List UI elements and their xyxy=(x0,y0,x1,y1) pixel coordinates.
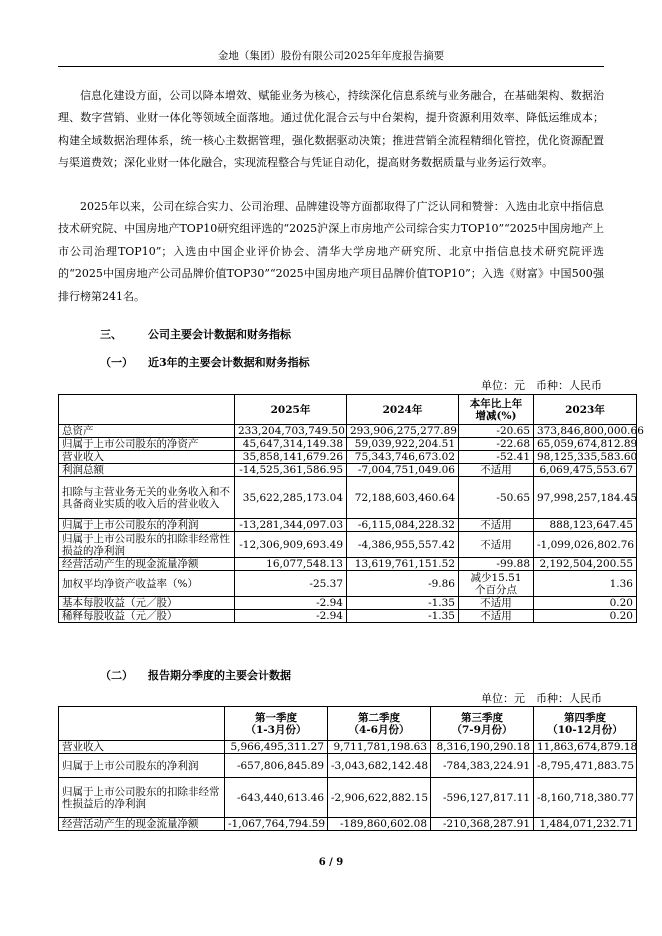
row-label: 归属于上市公司股东的净利润 xyxy=(59,519,235,532)
annual-financial-table xyxy=(58,394,644,623)
table-cell: -596,127,817.11 xyxy=(431,778,534,818)
header-cell: 第一季度 （1-3月份） xyxy=(225,707,328,741)
table-cell: 13,619,761,151.52 xyxy=(347,558,459,571)
table-row xyxy=(59,532,637,558)
table-row xyxy=(59,464,637,477)
row-label: 利润总额 xyxy=(59,464,235,477)
row-label: 经营活动产生的现金流量净额 xyxy=(59,558,235,571)
table-row xyxy=(59,519,637,532)
table-cell: 72,188,603,460.64 xyxy=(347,477,459,519)
table-cell: -210,368,287.91 xyxy=(431,818,534,831)
table-cell: -3,043,682,142.48 xyxy=(328,754,431,778)
table-cell: -50.65 xyxy=(459,477,534,519)
table-cell: -6,115,084,228.32 xyxy=(347,519,459,532)
table-cell: 不适用 xyxy=(459,597,534,610)
row-label: 稀释每股收益（元／股） xyxy=(59,610,235,623)
table-cell: 0.20 xyxy=(534,597,637,610)
header-cell xyxy=(59,707,225,741)
table-cell: 35,858,141,679.26 xyxy=(235,451,347,464)
table-row xyxy=(59,818,637,831)
table-cell: -20.65 xyxy=(459,425,534,438)
section-number: 三、 xyxy=(100,328,122,341)
table-cell: -1.35 xyxy=(347,610,459,623)
subsection-1-title: 近3年的主要会计数据和财务指标 xyxy=(148,356,310,369)
table-cell: 97,998,257,184.45 xyxy=(534,477,637,519)
row-label: 归属于上市公司股东的净资产 xyxy=(59,438,235,451)
header-cell: 2023年 xyxy=(534,395,637,425)
table-cell: 9,711,781,198.63 xyxy=(328,741,431,754)
table-cell: 16,077,548.13 xyxy=(235,558,347,571)
table-row xyxy=(59,558,637,571)
row-label: 总资产 xyxy=(59,425,235,438)
table-row xyxy=(59,571,637,597)
table-cell: 888,123,647.45 xyxy=(534,519,637,532)
table-cell: 75,343,746,673.02 xyxy=(347,451,459,464)
table-cell: 45,647,314,149.38 xyxy=(235,438,347,451)
row-label: 基本每股收益（元／股） xyxy=(59,597,235,610)
row-label: 归属于上市公司股东的净利润 xyxy=(59,754,225,778)
table-cell: 不适用 xyxy=(459,519,534,532)
header-cell xyxy=(59,395,235,425)
table-cell: 不适用 xyxy=(459,464,534,477)
section-title: 公司主要会计数据和财务指标 xyxy=(148,328,291,341)
unit-label-1: 单位：元 币种：人民币 xyxy=(481,379,602,392)
table-row xyxy=(59,451,637,464)
table-cell: 233,204,703,749.50 xyxy=(235,425,347,438)
table-row xyxy=(59,778,637,818)
subsection-2-title: 报告期分季度的主要会计数据 xyxy=(148,669,291,682)
table-cell: 293,906,275,277.89 xyxy=(347,425,459,438)
table-cell: 35,622,285,173.04 xyxy=(235,477,347,519)
table-cell: -25.37 xyxy=(235,571,347,597)
unit-label-2: 单位：元 币种：人民币 xyxy=(481,692,602,705)
row-label: 归属于上市公司股东的扣除非经常性损益的净利润 xyxy=(59,532,235,558)
quarterly-data-table xyxy=(58,706,637,831)
table-cell: -8,160,718,380.77 xyxy=(534,778,637,818)
table-cell: -22.68 xyxy=(459,438,534,451)
table-cell: 65,059,674,812.89 xyxy=(534,438,637,451)
table-cell: -1,067,764,794.59 xyxy=(225,818,328,831)
table-cell: 8,316,190,290.18 xyxy=(431,741,534,754)
table-cell: 11,863,674,879.18 xyxy=(534,741,637,754)
table-cell: 1,484,071,232.71 xyxy=(534,818,637,831)
table-cell: 373,846,800,000.66 xyxy=(534,425,637,438)
row-label: 营业收入 xyxy=(59,741,225,754)
row-label: 营业收入 xyxy=(59,451,235,464)
table-cell: -9.86 xyxy=(347,571,459,597)
paragraph-informatization: 信息化建设方面，公司以降本增效、赋能业务为核心，持续深化信息系统与业务融合，在基础架构、数据治理、数字营销、业财一体化等领域全面落地。通过优化混合云与中台架构，提升资源利用效率、降低运维成本；构建全域数据治理体系，统一核心主数据管理，强化数据驱动决策；推进营销全流程精细化管控，优化资源配置与渠道费效；深化业财一体化融合，实现流程整合与凭证自动化，提高财务数据质量与业务运行效率。 xyxy=(58,89,604,170)
table-cell: 2,192,504,200.55 xyxy=(534,558,637,571)
header-cell: 本年比上年 增减(%) xyxy=(459,395,534,425)
row-label: 加权平均净资产收益率（%） xyxy=(59,571,235,597)
subsection-2-number: （二） xyxy=(100,669,133,682)
table-row xyxy=(59,477,637,519)
paragraph-awards: 2025年以来，公司在综合实力、公司治理、品牌建设等方面都取得了广泛认同和赞誉：入选由北京中指信息技术研究院、中国房地产TOP10研究组评选的“2025沪深上市房地产公司综合实力TOP10”“2025中国房地产上市公司治理TOP10”；入选由中国企业评价协会、清华大学房地产研究所、北京中指信息技术研究院评选的“2025中国房地产公司品牌价值TOP30”“2025中国房地产项目品牌价值TOP10”；入选《财富》中国500强排行榜第241名。 xyxy=(58,200,604,303)
table-cell: -14,525,361,586.95 xyxy=(235,464,347,477)
table-cell: 59,039,922,204.51 xyxy=(347,438,459,451)
table-cell: -13,281,344,097.03 xyxy=(235,519,347,532)
table-header-row xyxy=(59,707,637,741)
table-header-row xyxy=(59,395,637,425)
table-cell: 减少15.51 个百分点 xyxy=(459,571,534,597)
table-cell: -784,383,224.91 xyxy=(431,754,534,778)
table-cell: 5,966,495,311.27 xyxy=(225,741,328,754)
table-cell: -1.35 xyxy=(347,597,459,610)
table-cell: 不适用 xyxy=(459,610,534,623)
table-cell: -4,386,955,557.42 xyxy=(347,532,459,558)
table-cell: -7,004,751,049.06 xyxy=(347,464,459,477)
table-row xyxy=(59,438,637,451)
table-cell: 1.36 xyxy=(534,571,637,597)
table-cell: 6,069,475,553.67 xyxy=(534,464,637,477)
table-cell: -2.94 xyxy=(235,610,347,623)
table-cell: -8,795,471,883.75 xyxy=(534,754,637,778)
table-cell: 不适用 xyxy=(459,532,534,558)
table-cell: -643,440,613.46 xyxy=(225,778,328,818)
table-row xyxy=(59,741,637,754)
table-cell: 98,125,335,583.60 xyxy=(534,451,637,464)
header-cell: 第四季度 （10-12月份） xyxy=(534,707,637,741)
table-row xyxy=(59,610,637,623)
table-cell: -1,099,026,802.76 xyxy=(534,532,637,558)
table-cell: -99.88 xyxy=(459,558,534,571)
header-cell: 第三季度 （7-9月份） xyxy=(431,707,534,741)
header-cell: 第二季度 （4-6月份） xyxy=(328,707,431,741)
row-label: 扣除与主营业务无关的业务收入和不具备商业实质的收入后的营业收入 xyxy=(59,477,235,519)
table-row xyxy=(59,754,637,778)
row-label: 归属于上市公司股东的扣除非经常性损益后的净利润 xyxy=(59,778,225,818)
table-cell: 0.20 xyxy=(534,610,637,623)
subsection-1-number: （一） xyxy=(100,356,133,369)
table-row xyxy=(59,425,637,438)
table-cell: -52.41 xyxy=(459,451,534,464)
table-cell: -2.94 xyxy=(235,597,347,610)
table-cell: -12,306,909,693.49 xyxy=(235,532,347,558)
header-cell: 2024年 xyxy=(347,395,459,425)
page-number: 6 / 9 xyxy=(318,857,344,868)
table-cell: -2,906,622,882.15 xyxy=(328,778,431,818)
table-cell: -189,860,602.08 xyxy=(328,818,431,831)
table-cell: -657,806,845.89 xyxy=(225,754,328,778)
table-row xyxy=(59,597,637,610)
row-label: 经营活动产生的现金流量净额 xyxy=(59,818,225,831)
page-header: 金地（集团）股份有限公司2025年年度报告摘要 xyxy=(58,48,604,67)
header-cell: 2025年 xyxy=(235,395,347,425)
